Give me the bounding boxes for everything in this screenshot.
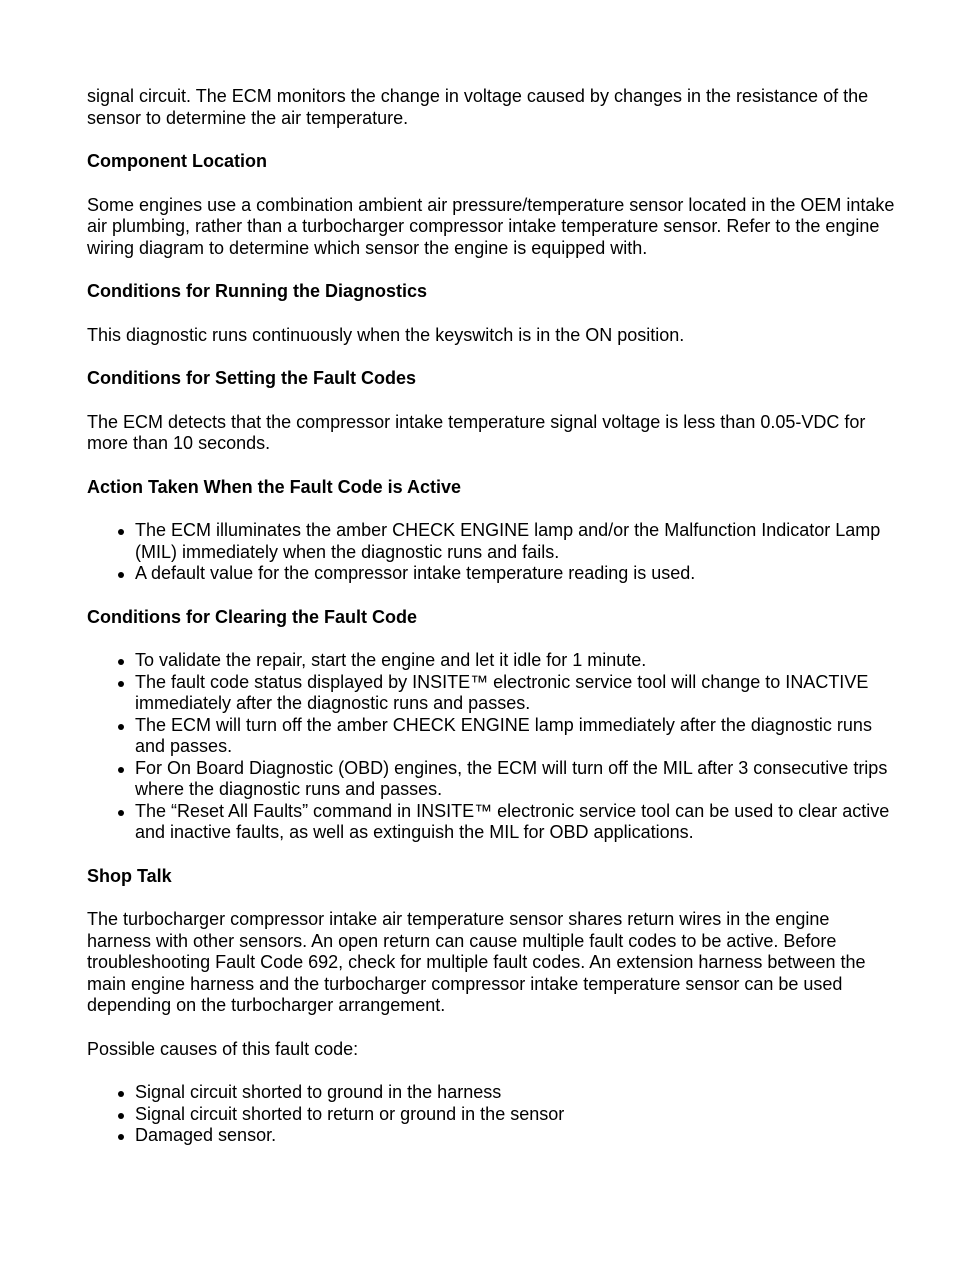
possible-causes-list — [87, 1082, 897, 1147]
shop-talk-text: The turbocharger compressor intake air temperature sensor shares return wires in the engine harness with other sensors. An open return can cause multiple fault codes to be active. Before troubleshooting Fault Code 692, check for multiple fault codes. An extension harness between the main engine harness and the turbocharger compressor intake temperature sensor can be used depending on the turbocharger arrangement. — [87, 909, 866, 1015]
conditions-running-heading: Conditions for Running the Diagnostics — [87, 281, 427, 301]
list-item: Signal circuit shorted to ground in the harness — [135, 1082, 897, 1104]
list-item: Damaged sensor. — [135, 1125, 897, 1147]
conditions-setting-heading: Conditions for Setting the Fault Codes — [87, 368, 416, 388]
list-item: The ECM will turn off the amber CHECK ENGINE lamp immediately after the diagnostic runs and passes. — [135, 715, 897, 758]
conditions-clearing-heading: Conditions for Clearing the Fault Code — [87, 606, 417, 627]
list-item: Signal circuit shorted to return or ground in the sensor — [135, 1104, 897, 1126]
action-taken-heading: Action Taken When the Fault Code is Active — [87, 476, 462, 497]
component-location-text: Some engines use a combination ambient air pressure/temperature sensor located in the OEM intake air plumbing, rather than a turbocharger compressor intake temperature sensor. Refer to the engine wiring diagram to determine which sensor the engine is equipped with. — [87, 194, 895, 258]
list-item: For On Board Diagnostic (OBD) engines, the ECM will turn off the MIL after 3 consecutive trips where the diagnostic runs and passes. — [135, 758, 897, 801]
possible-causes-intro: Possible causes of this fault code: — [87, 1038, 359, 1059]
conditions-clearing-list — [87, 650, 897, 844]
list-item: The ECM illuminates the amber CHECK ENGINE lamp and/or the Malfunction Indicator Lamp (MIL) immediately when the diagnostic runs and fails. — [135, 520, 897, 563]
list-item: A default value for the compressor intake temperature reading is used. — [135, 563, 897, 585]
list-item: To validate the repair, start the engine and let it idle for 1 minute. — [135, 650, 897, 672]
list-item: The “Reset All Faults” command in INSITE™ electronic service tool can be used to clear active and inactive faults, as well as extinguish the MIL for OBD applications. — [135, 801, 897, 844]
intro-paragraph: signal circuit. The ECM monitors the change in voltage caused by changes in the resistance of the sensor to determine the air temperature. — [87, 86, 869, 128]
list-item: The fault code status displayed by INSITE™ electronic service tool will change to INACTIVE immediately after the diagnostic runs and passes. — [135, 672, 897, 715]
conditions-running-text: This diagnostic runs continuously when the keyswitch is in the ON position. — [87, 324, 685, 345]
action-taken-list — [87, 520, 897, 585]
conditions-setting-text: The ECM detects that the compressor intake temperature signal voltage is less than 0.05-VDC for more than 10 seconds. — [87, 411, 866, 453]
document-page — [87, 86, 897, 1169]
shop-talk-heading: Shop Talk — [87, 865, 172, 886]
component-location-heading: Component Location — [87, 151, 267, 171]
